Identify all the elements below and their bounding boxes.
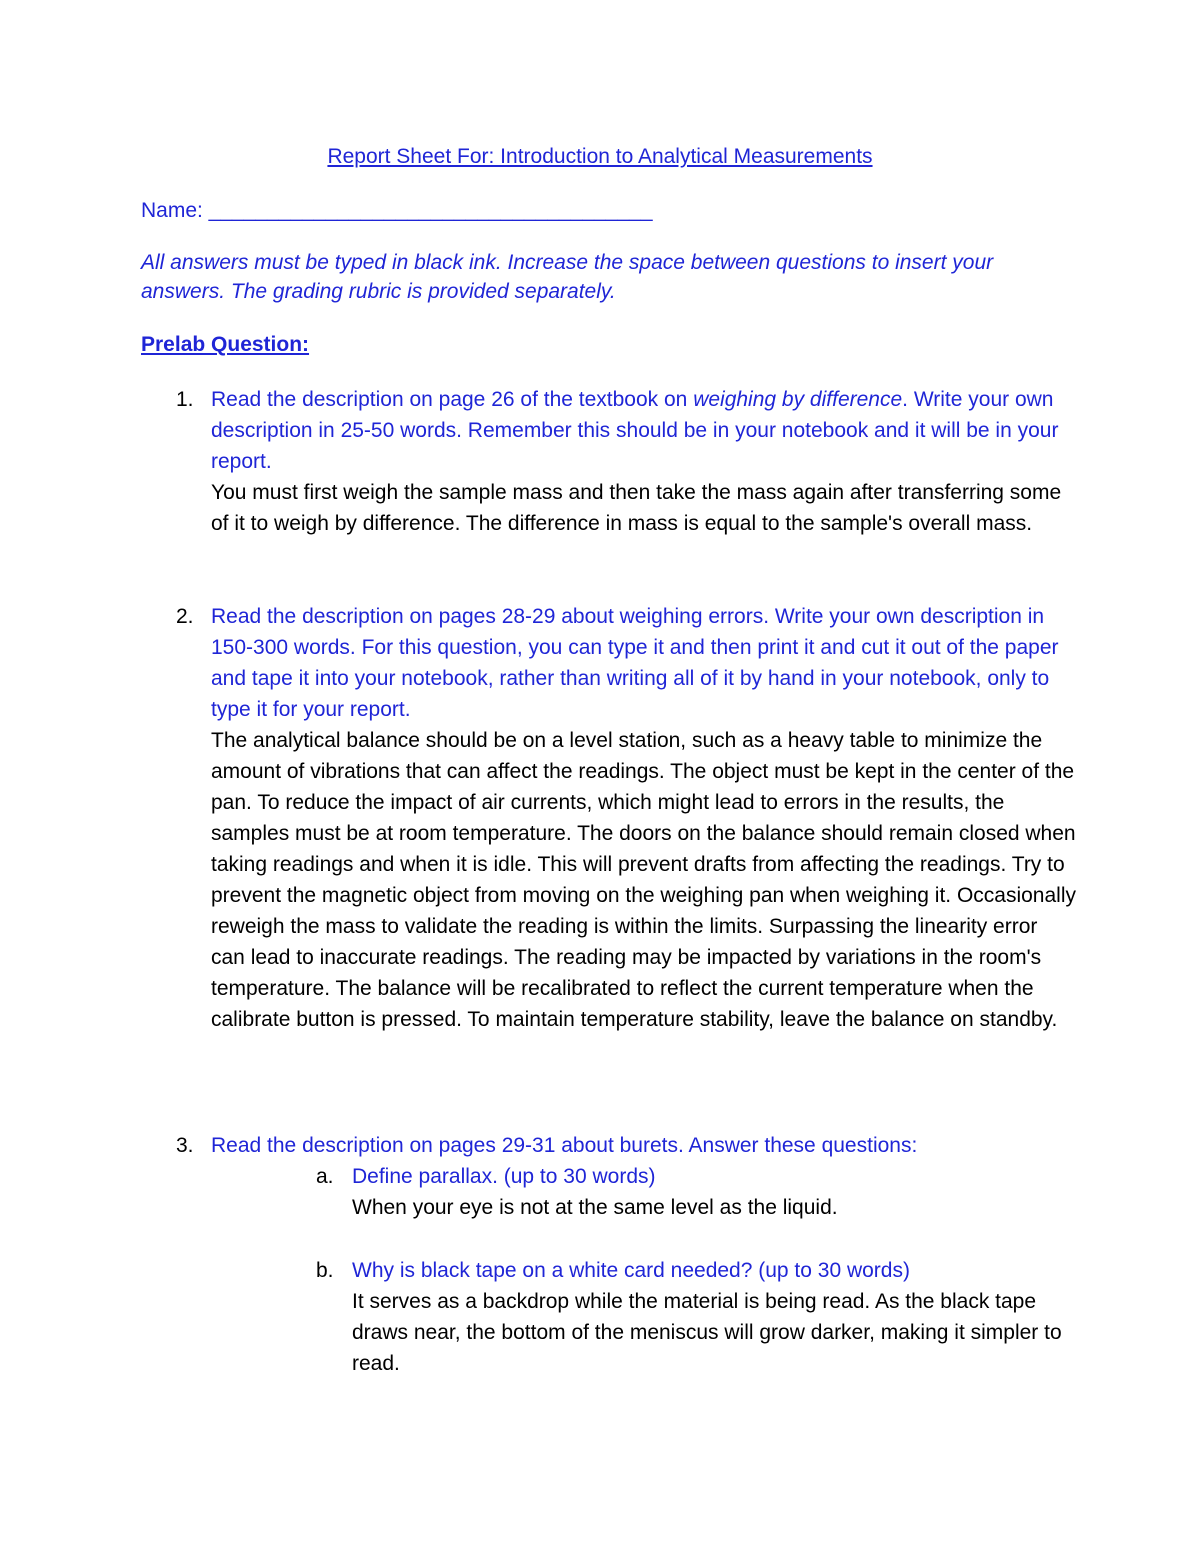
question-3 — [176, 1130, 1076, 1161]
subquestion-letter: b. — [316, 1259, 334, 1282]
question-1 — [176, 384, 1076, 539]
question-answer: You must first weigh the sample mass and then take the mass again after transferring some of it to weigh by difference. The difference in mass is equal to the sample's overall mass. — [211, 481, 1062, 535]
section-heading-prelab: Prelab Question: — [141, 333, 310, 356]
instructions-text: All answers must be typed in black ink. Increase the space between questions to insert your answers. The grading rubric is provided separately. — [141, 251, 994, 303]
subquestion-answer: It serves as a backdrop while the material is being read. As the black tape draws near, the bottom of the meniscus will grow darker, making it simpler to read. — [352, 1290, 1062, 1375]
question-prompt: Read the description on pages 29-31 about burets. Answer these questions: — [211, 1134, 918, 1157]
question-number: 1. — [176, 388, 194, 411]
question-prompt: Read the description on page 26 of the textbook on weighing by difference. Write your own description in 25-50 words. Remember this should be in your notebook and it will be in your report. — [211, 388, 1059, 473]
page-title: Report Sheet For: Introduction to Analytical Measurements — [327, 145, 873, 168]
subquestion-b — [316, 1255, 1076, 1379]
question-number: 2. — [176, 605, 194, 628]
subquestion-answer: When your eye is not at the same level as the liquid. — [352, 1196, 838, 1219]
question-prompt: Read the description on pages 28-29 about weighing errors. Write your own description in 150-300 words. For this question, you can type it and then print it and cut it out of the paper and tape it into your notebook, rather than writing all of it by hand in your notebook, only to type it for your report. — [211, 605, 1059, 721]
name-field-label: Name: ______________________________________ — [141, 199, 653, 222]
subquestion-prompt: Define parallax. (up to 30 words) — [352, 1165, 656, 1188]
subquestion-prompt: Why is black tape on a white card needed? (up to 30 words) — [352, 1259, 910, 1282]
subquestion-letter: a. — [316, 1165, 334, 1188]
subquestion-a — [316, 1161, 1076, 1223]
emphasis-text: weighing by difference — [693, 388, 903, 411]
question-number: 3. — [176, 1134, 194, 1157]
question-2 — [176, 601, 1076, 1035]
question-answer: The analytical balance should be on a level station, such as a heavy table to minimize the amount of vibrations that can affect the readings. The object must be kept in the center of the pan. To reduce the impact of air currents, which might lead to errors in the results, the samples must be at room temperature. The doors on the balance should remain closed when taking readings and when it is idle. This will prevent drafts from affecting the readings. Try to prevent the magnetic object from moving on the weighing pan when weighing it. Occasionally reweigh the mass to validate the reading is within the limits. Surpassing the linearity error can lead to inaccurate readings. The reading may be impacted by variations in the room's temperature. The balance will be recalibrated to reflect the current temperature when the calibrate button is pressed. To maintain temperature stability, leave the balance on standby. — [211, 729, 1076, 1031]
